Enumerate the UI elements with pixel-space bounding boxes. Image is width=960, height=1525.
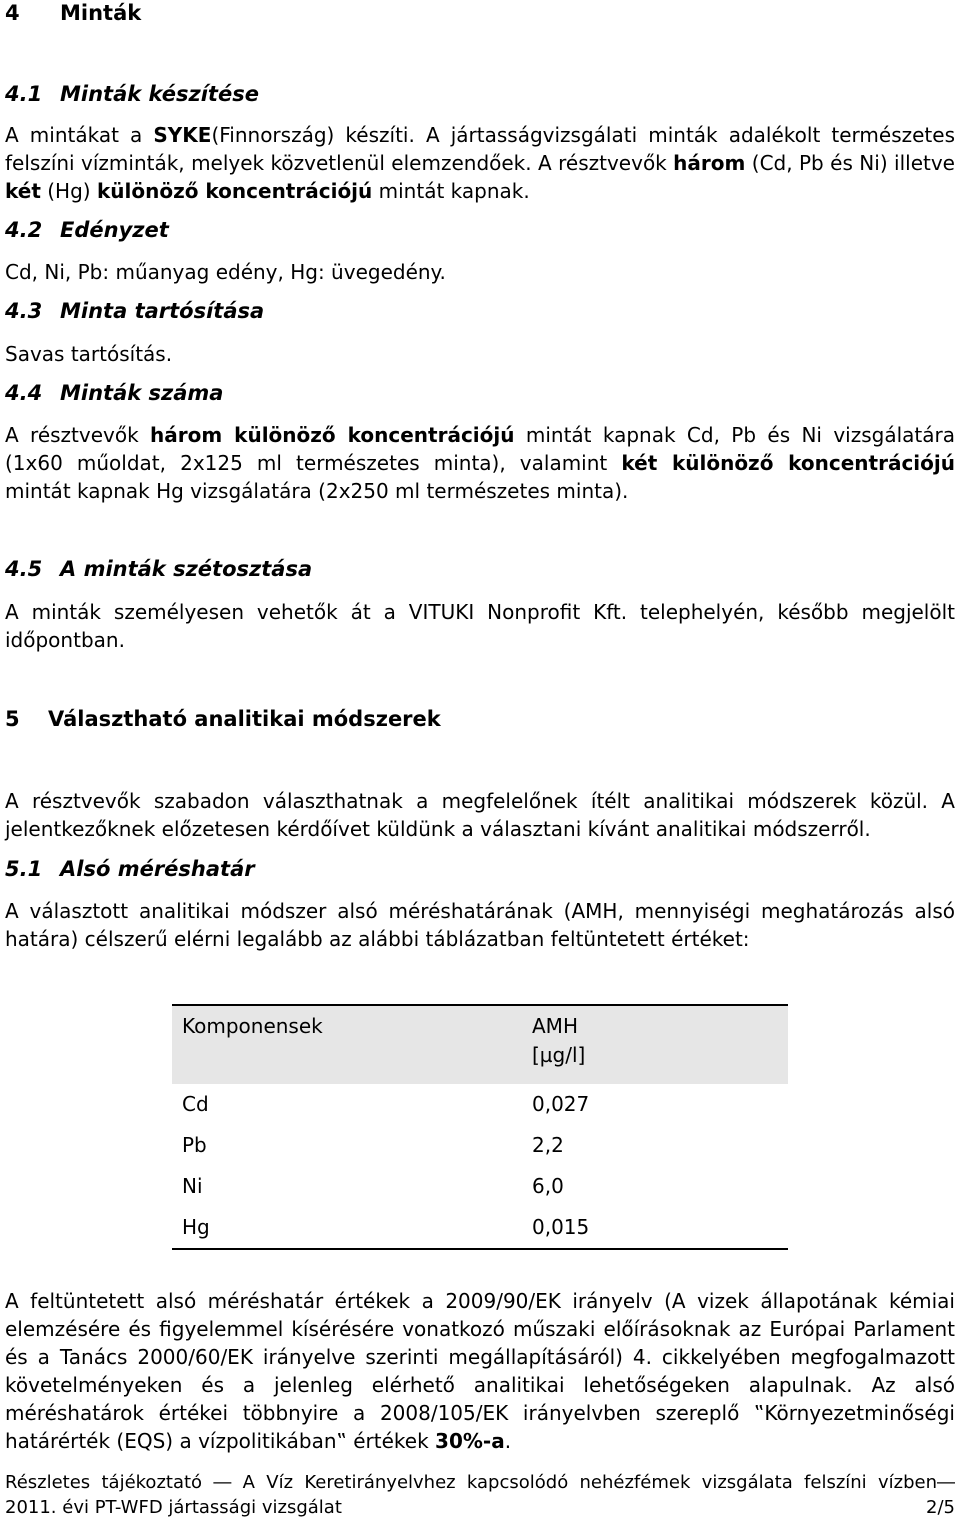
section-heading-5-1: 5.1 Alsó méréshatár bbox=[5, 857, 255, 881]
table-header-row bbox=[172, 1005, 788, 1084]
section-heading-4-2: 4.2 Edényzet bbox=[5, 218, 169, 242]
footer-title: Részletes tájékoztató ― A Víz Keretirányelvhez kapcsolódó nehézfémek vizsgálata felszíni vízben― bbox=[5, 1472, 955, 1493]
paragraph-4-2: Cd, Ni, Pb: műanyag edény, Hg: üvegedény. bbox=[5, 260, 446, 284]
text-run: . bbox=[504, 1429, 512, 1453]
text-run: mintát kapnak Cd, Pb és Ni vizsgálatára (1x60 műoldat, 2x125 ml természetes minta), valamint bbox=[5, 423, 955, 475]
table-cell-value: 6,0 bbox=[532, 1174, 564, 1198]
bold-text-run: két különöző koncentrációjú bbox=[621, 451, 955, 475]
text-run: (Cd, Pb és Ni) illetve bbox=[745, 151, 955, 175]
paragraph-4-1 bbox=[5, 121, 955, 205]
table-row bbox=[172, 1084, 788, 1125]
paragraph-4-5: A minták személyesen vehetők át a VITUKI Nonprofit Kft. telephelyén, később megjelölt időpontban. bbox=[5, 600, 955, 652]
table-cell-value: 2,2 bbox=[532, 1133, 564, 1157]
paragraph-4-3: Savas tartósítás. bbox=[5, 342, 173, 366]
section-heading-4-3: 4.3 Minta tartósítása bbox=[5, 299, 265, 323]
text-run: (Hg) bbox=[40, 179, 97, 203]
bold-text-run: különöző koncentrációjú bbox=[96, 179, 373, 203]
paragraph-closing bbox=[5, 1287, 955, 1455]
bold-text-run: három különöző koncentrációjú bbox=[150, 423, 515, 447]
section-heading-4-5: 4.5 A minták szétosztása bbox=[5, 557, 313, 581]
paragraph-5-1: A választott analitikai módszer alsó méréshatárának (AMH, mennyiségi meghatározás alsó határa) célszerű elérni legalább az alábbi táblázatban feltüntetett értéket: bbox=[5, 899, 955, 951]
table-header-amh: AMH [µg/l] bbox=[522, 1005, 788, 1084]
section-heading-4-4: 4.4 Minták száma bbox=[5, 381, 224, 405]
section-heading-4: 4 Minták bbox=[5, 1, 142, 25]
table-cell-component: Hg bbox=[182, 1215, 210, 1239]
footer-bottom bbox=[5, 1496, 955, 1520]
text-run: A feltüntetett alsó méréshatár értékek a 2009/90/EK irányelv (A vizek állapotának kémiai elemzésére és figyelemmel kísérésére vonatkozó műszaki előírásoknak az Európai Parlament és a Tanács 2000/60/EK irányelve szerinti megállapításáról) 4. cikkelyében megfogalmazott követelményeken és a jelenleg elérhető analitikai lehetőségeken alapulnak. Az alsó méréshatárok értékei többnyire a 2008/105/EK irányelvben szereplő ‟Környezetminőségi határérték (EQS) a vízpolitikában‟ értékek bbox=[5, 1289, 955, 1453]
text-run: mintát kapnak. bbox=[372, 179, 530, 203]
text-run: A résztvevők bbox=[5, 423, 151, 447]
table-row bbox=[172, 1125, 788, 1166]
bold-text-run: három bbox=[673, 151, 746, 175]
bold-text-run: két bbox=[5, 179, 41, 203]
amh-table bbox=[172, 1004, 788, 1250]
text-run: A mintákat a bbox=[5, 123, 154, 147]
table-header-components: Komponensek bbox=[172, 1005, 522, 1084]
table-cell-component: Ni bbox=[182, 1174, 203, 1198]
section-heading-4-1: 4.1 Minták készítése bbox=[5, 82, 259, 106]
paragraph-4-4 bbox=[5, 421, 955, 505]
table-row bbox=[172, 1207, 788, 1249]
section-heading-5: 5 Választható analitikai módszerek bbox=[5, 707, 441, 731]
table-row bbox=[172, 1166, 788, 1207]
bold-text-run: 30%-a bbox=[435, 1429, 505, 1453]
paragraph-5: A résztvevők szabadon választhatnak a megfelelőnek ítélt analitikai módszerek közül. A jelentkezőknek előzetesen kérdőívet küldünk a választani kívánt analitikai módszerről. bbox=[5, 789, 955, 841]
table-cell-component: Pb bbox=[182, 1133, 207, 1157]
table-cell-value: 0,015 bbox=[532, 1215, 590, 1239]
footer-subtitle: 2011. évi PT-WFD jártassági vizsgálat bbox=[5, 1497, 342, 1518]
table-cell-value: 0,027 bbox=[532, 1092, 590, 1116]
table-cell-component: Cd bbox=[182, 1092, 209, 1116]
page-number: 2/5 bbox=[926, 1497, 955, 1518]
bold-text-run: SYKE bbox=[153, 123, 212, 147]
text-run: (Finnország) készíti. A jártasságvizsgálati minták adalékolt természetes felszíni vízminták, melyek közvetlenül elemzendőek. A résztvevők bbox=[5, 123, 955, 175]
text-run: mintát kapnak Hg vizsgálatára (2x250 ml természetes minta). bbox=[5, 479, 629, 503]
